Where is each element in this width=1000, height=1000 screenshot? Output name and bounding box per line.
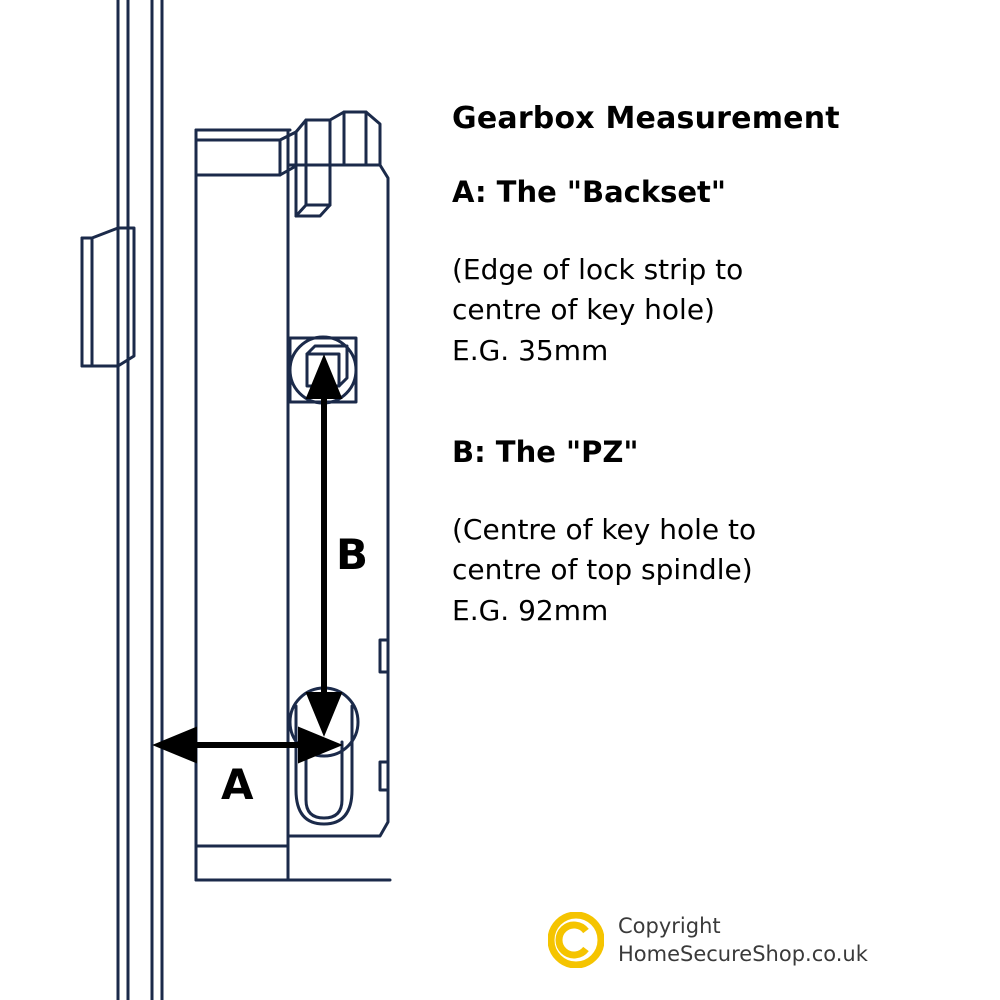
pz-desc-line-2: centre of top spindle): [452, 553, 753, 587]
backset-dimension-arrow: [160, 731, 335, 759]
annotation-panel: [452, 100, 972, 668]
panel-heading: Gearbox Measurement: [452, 101, 840, 136]
backset-title: A: The "Backset": [452, 174, 727, 209]
pz-description: [452, 510, 972, 632]
backset-desc-line-2: centre of key hole): [452, 293, 715, 327]
copyright-icon: [548, 912, 604, 968]
pz-dimension-arrow: [310, 362, 338, 729]
copyright-block: [548, 912, 868, 969]
dimension-label-a: A: [221, 760, 254, 809]
pz-desc-line-1: (Centre of key hole to: [452, 512, 757, 546]
backset-desc-line-1: (Edge of lock strip to: [452, 252, 744, 286]
copyright-line-1: Copyright: [618, 914, 721, 938]
pz-title: B: The "PZ": [452, 434, 639, 469]
copyright-text: [618, 912, 868, 969]
panel-spacer: [452, 408, 972, 434]
dimension-label-b: B: [336, 530, 369, 579]
copyright-line-2: HomeSecureShop.co.uk: [618, 942, 868, 967]
backset-description: [452, 250, 972, 372]
pz-desc-line-3: E.G. 92mm: [452, 593, 609, 627]
backset-desc-line-3: E.G. 35mm: [452, 333, 609, 367]
keep-box: [82, 228, 134, 366]
